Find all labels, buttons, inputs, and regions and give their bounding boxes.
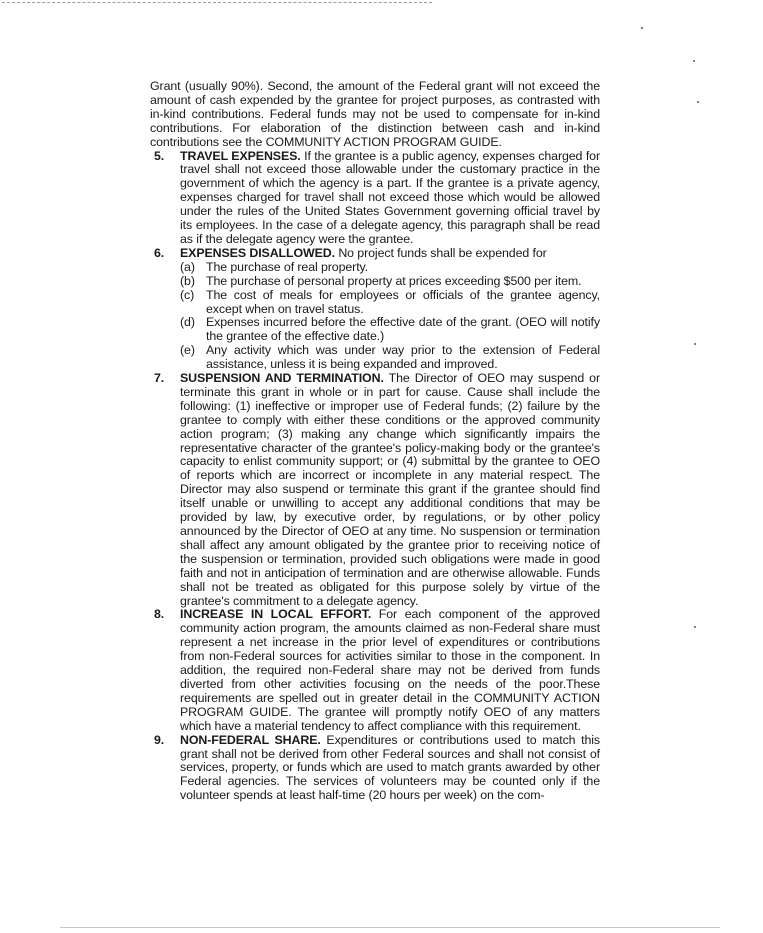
- scan-speck: [694, 626, 696, 628]
- section-expenses-disallowed: [150, 247, 600, 261]
- section-body: No project funds shall be expended for: [338, 245, 547, 260]
- section-heading: TRAVEL EXPENSES.: [180, 148, 301, 163]
- intro-paragraph: Grant (usually 90%). Second, the amount of the Federal grant will not exceed the amount of cash expended by the grantee for project purposes, as contrasted with in-kind contributions. Federal funds may not be used to compensate for in-kind contributions. For elaboration of the distinction between cash and in-kind contributions see the COMMUNITY ACTION PROGRAM GUIDE.: [150, 79, 600, 149]
- section-travel-expenses: [150, 150, 600, 247]
- section-body: Expenditures or contributions used to match this grant shall not be derived from other Federal sources and shall not consist of services, property, or funds which are used to match grants awarded by other Federal agencies. The services of volunteers may be counted only if the volunteer spends at least half-time (20 hours per week) on the com-: [180, 732, 601, 803]
- section-number: 8.: [154, 607, 165, 622]
- subitem-a: [150, 261, 600, 275]
- section-increase-local-effort: [150, 608, 600, 733]
- section-heading: SUSPENSION AND TERMINATION.: [180, 371, 384, 386]
- section-body: For each component of the approved community action program, the amounts claimed as non-Federal share must represent a net increase in the prior level of expenditures or contributions from non-Federal sources for activities similar to those in the component. In addition, the required non-Federal share may not be derived from funds diverted from other activities focusing on the needs of the poor.These requirements are spelled out in greater detail in the COMMUNITY ACTION PROGRAM GUIDE. The grantee will promptly notify OEO of any matters which have a material tendency to affect compliance with this requirement.: [180, 607, 600, 733]
- subitem-text: The cost of meals for employees or officials of the grantee agency, except when on travel status.: [206, 287, 600, 316]
- subitem-letter: (c): [180, 287, 195, 302]
- section-number: 7.: [154, 371, 165, 386]
- subitem-c: [150, 289, 600, 317]
- subitem-letter: (d): [180, 315, 195, 330]
- scan-top-border: [2, 2, 432, 3]
- section-heading: NON-FEDERAL SHARE.: [180, 732, 321, 747]
- section-heading: EXPENSES DISALLOWED.: [180, 245, 335, 260]
- section-suspension-termination: [150, 372, 600, 608]
- scan-speck: [693, 60, 695, 62]
- subitem-text: The purchase of personal property at prices exceeding $500 per item.: [206, 273, 582, 288]
- scan-speck: [694, 343, 696, 345]
- subitem-text: The purchase of real property.: [206, 259, 369, 274]
- scan-speck: [641, 27, 643, 29]
- subitem-d: [150, 316, 600, 344]
- subitem-e: [150, 344, 600, 372]
- subitem-text: Expenses incurred before the effective date of the grant. (OEO will notify the grantee of the effective date.): [206, 315, 600, 344]
- scan-bottom-rule: [60, 927, 720, 928]
- subitem-letter: (e): [180, 343, 195, 358]
- section-non-federal-share: [150, 734, 600, 804]
- section-body: The Director of OEO may suspend or terminate this grant in whole or in part for cause. Cause shall include the following: (1) ineffective or improper use of Federal funds; (2) failure by the grantee to comply with either these conditions or the approved community action program; (3) making any change which significantly impairs the representative character of the grantee's policy-making body or the grantee's capacity to enlist community support; or (4) submittal by the grantee to OEO of reports which are incorrect or incomplete in any material respect. The Director may also suspend or terminate this grant if the grantee should find itself unable or unwilling to accept any additional conditions that may be provided by law, by executive order, by regulations, or by other policy announced by the Director of OEO at any time. No suspension or termination shall affect any amount obligated by the grantee prior to receiving notice of the suspension or termination, provided such obligations were made in good faith and not in anticipation of termination and are otherwise allowable. Funds shall not be treated as obligated for this purpose solely by virtue of the grantee's commitment to a delegate agency.: [180, 371, 600, 608]
- subitem-b: [150, 275, 600, 289]
- subitem-letter: (b): [180, 273, 195, 288]
- document-body: [150, 80, 600, 803]
- scan-speck: [697, 101, 699, 103]
- subitem-letter: (a): [180, 259, 195, 274]
- section-number: 9.: [154, 732, 165, 747]
- subitem-text: Any activity which was under way prior to the extension of Federal assistance, unless it is being expanded and improved.: [206, 343, 600, 372]
- section-body: If the grantee is a public agency, expenses charged for travel shall not exceed those allowable under the customary practice in the government of which the agency is a part. If the grantee is a private agency, expenses charged for travel shall not exceed those which would be allowed under the rules of the United States Government governing official travel by its employees. In the case of a delegate agency, this paragraph shall be read as if the delegate agency were the grantee.: [180, 148, 600, 246]
- section-number: 6.: [154, 245, 165, 260]
- section-number: 5.: [154, 148, 165, 163]
- section-heading: INCREASE IN LOCAL EFFORT.: [180, 607, 372, 622]
